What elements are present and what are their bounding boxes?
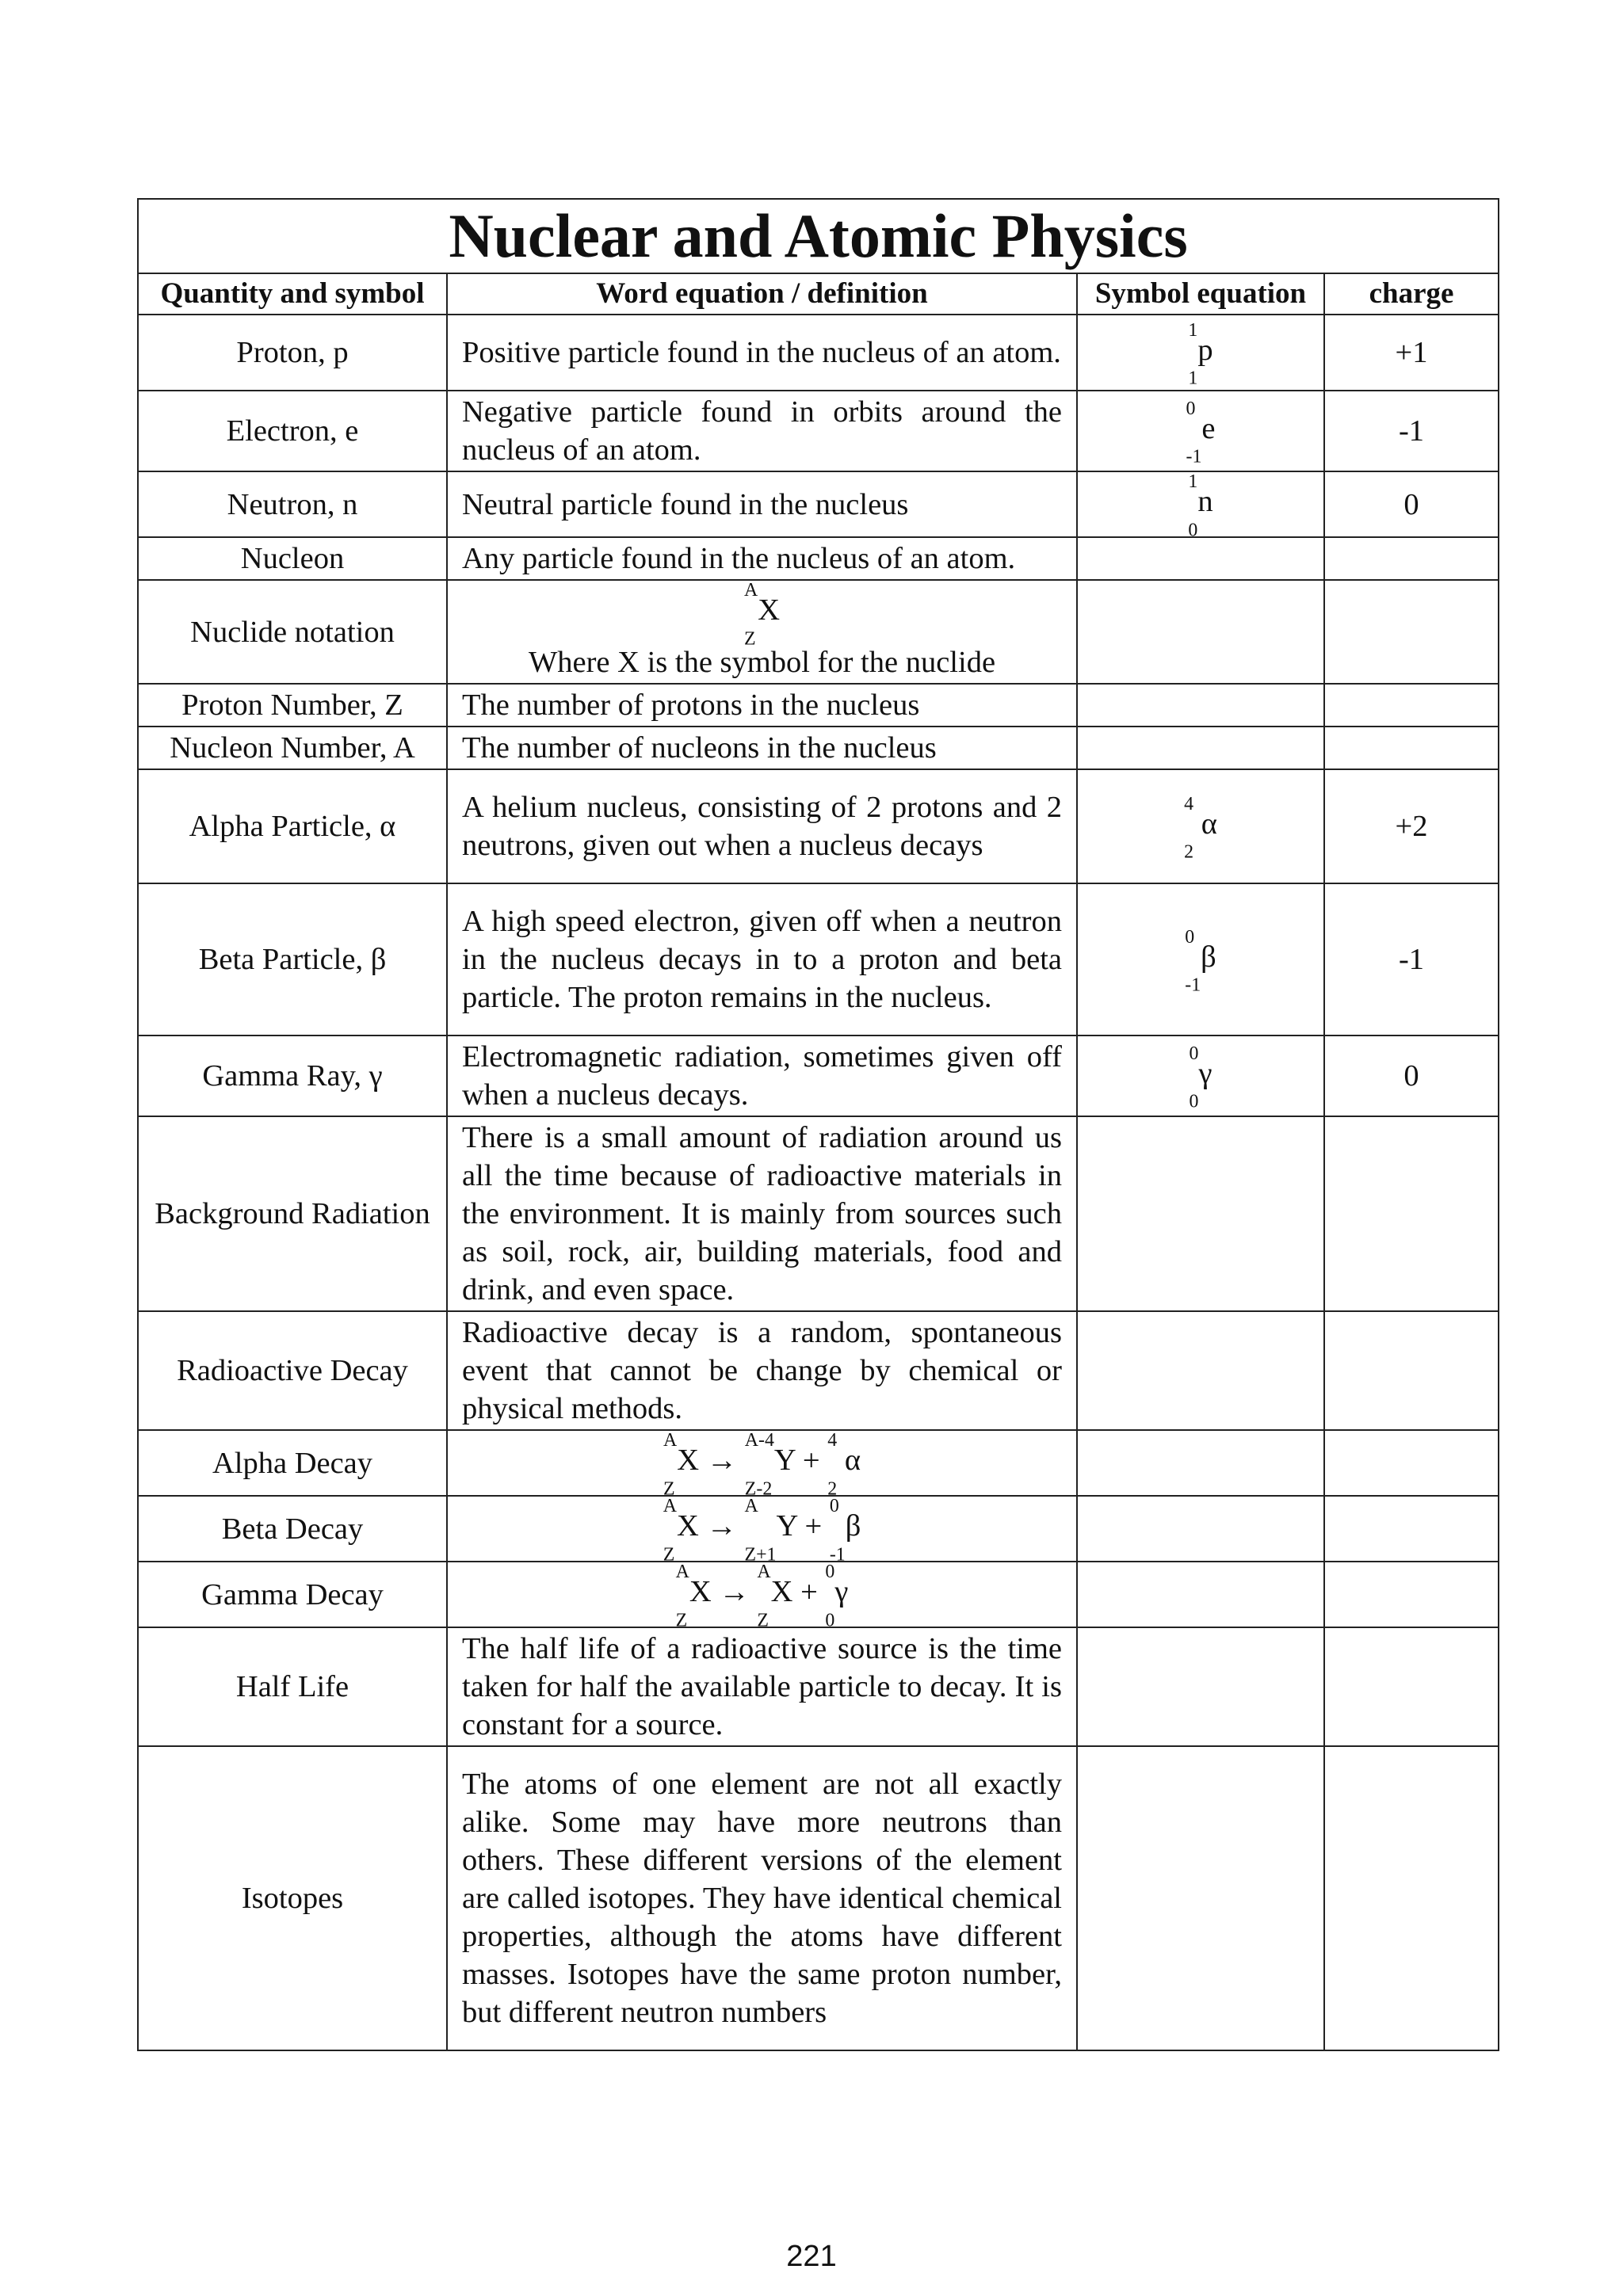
particle-mass-number: 0: [1186, 398, 1196, 419]
cell-definition: A high speed electron, given off when a neutron in the nucleus decays in to a proton and beta particle. The proton remains in the nucleus.: [447, 883, 1077, 1035]
product-symbol: X: [770, 1575, 793, 1609]
table-row: [138, 315, 1499, 391]
cell-charge: [1324, 684, 1499, 727]
product-indices: [744, 1496, 777, 1566]
particle-mass-number: 0: [1185, 926, 1195, 948]
emitted-atomic-number: -1: [829, 1544, 846, 1566]
arrow-symbol: →: [698, 1509, 745, 1543]
particle-nuclide: [1185, 926, 1216, 996]
emitted-symbol: α: [837, 1444, 861, 1478]
reactant-mass-number: A: [663, 1430, 678, 1451]
cell-symbol: [1077, 1035, 1324, 1116]
reactant-indices: [663, 1430, 678, 1500]
notation-atomic-number: Z: [743, 628, 756, 650]
particle-indices: [1186, 398, 1202, 467]
table-title: Nuclear and Atomic Physics: [138, 199, 1499, 273]
cell-definition: A helium nucleus, consisting of 2 protons and 2 neutrons, given out when a nucleus decays: [447, 769, 1077, 883]
cell-definition: There is a small amount of radiation around us all the time because of radioactive materials in the environment. It is mainly from sources such as soil, rock, air, building materials, food and drink, and even space.: [447, 1116, 1077, 1311]
cell-symbol: [1077, 315, 1324, 391]
table-row: [138, 1496, 1499, 1562]
cell-definition: Any particle found in the nucleus of an atom.: [447, 537, 1077, 580]
table-body: [138, 315, 1499, 2050]
particle-symbol: e: [1201, 411, 1216, 445]
emitted-nuclide: [825, 1562, 849, 1631]
cell-charge: -1: [1324, 883, 1499, 1035]
table-row: [138, 1562, 1499, 1627]
cell-definition: Electromagnetic radiation, sometimes given off when a nucleus decays.: [447, 1035, 1077, 1116]
header-symbol: Symbol equation: [1077, 273, 1324, 315]
cell-charge: 0: [1324, 471, 1499, 537]
particle-mass-number: 0: [1189, 1043, 1199, 1064]
cell-definition: The half life of a radioactive source is the time taken for half the available particle to decay. It is constant for a source.: [447, 1627, 1077, 1746]
cell-definition: Positive particle found in the nucleus of an atom.: [447, 315, 1077, 391]
cell-definition: [447, 1562, 1077, 1631]
table-row: [138, 1746, 1499, 2050]
particle-nuclide: [1188, 319, 1213, 389]
table-row: [138, 537, 1499, 580]
particle-atomic-number: 2: [1184, 841, 1194, 863]
table-row: [138, 1035, 1499, 1116]
arrow-symbol: →: [699, 1444, 745, 1478]
plus-symbol: +: [796, 1509, 830, 1543]
particle-symbol: γ: [1198, 1056, 1212, 1090]
reactant-nuclide: [663, 1430, 700, 1500]
cell-quantity: Beta Particle, β: [138, 883, 447, 1035]
table-row: [138, 1430, 1499, 1496]
cell-quantity: Nuclide notation: [138, 580, 447, 684]
physics-table: [137, 198, 1499, 2051]
particle-indices: [1189, 1043, 1199, 1112]
product-nuclide: [757, 1562, 793, 1631]
header-definition: Word equation / definition: [447, 273, 1077, 315]
particle-atomic-number: 0: [1189, 1091, 1199, 1112]
cell-symbol: [1077, 1496, 1324, 1562]
particle-nuclide: [1189, 1043, 1212, 1112]
product-symbol: Y: [776, 1509, 797, 1543]
particle-atomic-number: 0: [1188, 520, 1198, 541]
header-row: [138, 273, 1499, 315]
reactant-mass-number: A: [663, 1496, 677, 1517]
particle-symbol: α: [1193, 807, 1217, 841]
cell-symbol: [1077, 769, 1324, 883]
cell-quantity: Radioactive Decay: [138, 1311, 447, 1430]
table-row: [138, 883, 1499, 1035]
title-row: [138, 199, 1499, 273]
cell-definition: The atoms of one element are not all exactly alike. Some may have more neutrons than others. These different versions of the element are called isotopes. They have identical chemical properties, although the atoms have different masses. Isotopes have the same proton number, but different neutron numbers: [447, 1746, 1077, 2050]
reactant-nuclide: [663, 1496, 699, 1566]
cell-quantity: Nucleon: [138, 537, 447, 580]
particle-indices: [1184, 793, 1194, 863]
cell-symbol: [1077, 1746, 1324, 2050]
cell-definition: Radioactive decay is a random, spontaneous event that cannot be change by chemical or physical methods.: [447, 1311, 1077, 1430]
emitted-atomic-number: 2: [827, 1478, 838, 1500]
emitted-indices: [827, 1430, 838, 1500]
particle-indices: [1185, 926, 1201, 996]
cell-quantity: Proton, p: [138, 315, 447, 391]
cell-quantity: Beta Decay: [138, 1496, 447, 1562]
cell-charge: 0: [1324, 1035, 1499, 1116]
cell-charge: -1: [1324, 391, 1499, 471]
header-quantity: Quantity and symbol: [138, 273, 447, 315]
cell-symbol: [1077, 391, 1324, 471]
table-row: [138, 1627, 1499, 1746]
table-row: [138, 1116, 1499, 1311]
particle-mass-number: 4: [1184, 793, 1194, 814]
cell-symbol: [1077, 1116, 1324, 1311]
reactant-atomic-number: Z: [675, 1610, 688, 1631]
cell-symbol: [1077, 883, 1324, 1035]
particle-symbol: p: [1197, 333, 1213, 367]
cell-symbol: [1077, 684, 1324, 727]
emitted-nuclide: [827, 1430, 861, 1500]
product-atomic-number: Z+1: [744, 1544, 777, 1566]
emitted-symbol: γ: [834, 1575, 849, 1609]
particle-atomic-number: -1: [1185, 974, 1201, 996]
cell-quantity: Gamma Ray, γ: [138, 1035, 447, 1116]
cell-charge: [1324, 1562, 1499, 1627]
cell-quantity: Electron, e: [138, 391, 447, 471]
cell-charge: [1324, 727, 1499, 769]
reactant-indices: [675, 1562, 689, 1631]
table-row: [138, 727, 1499, 769]
cell-symbol: [1077, 537, 1324, 580]
cell-quantity: Neutron, n: [138, 471, 447, 537]
emitted-mass-number: 0: [825, 1562, 835, 1583]
arrow-symbol: →: [711, 1575, 758, 1609]
cell-quantity: Alpha Particle, α: [138, 769, 447, 883]
emitted-indices: [829, 1496, 846, 1566]
product-atomic-number: Z: [757, 1610, 769, 1631]
emitted-nuclide: [829, 1496, 861, 1566]
cell-quantity: Nucleon Number, A: [138, 727, 447, 769]
emitted-mass-number: 4: [827, 1430, 838, 1451]
cell-charge: +1: [1324, 315, 1499, 391]
emitted-symbol: β: [845, 1509, 861, 1543]
cell-charge: [1324, 1627, 1499, 1746]
cell-charge: [1324, 580, 1499, 684]
table-row: [138, 684, 1499, 727]
cell-symbol: [1077, 1627, 1324, 1746]
product-indices: [757, 1562, 771, 1631]
plus-symbol: +: [795, 1444, 828, 1478]
definition-text: Where X is the symbol for the nuclide: [528, 646, 996, 679]
product-nuclide: [744, 1430, 796, 1500]
cell-charge: [1324, 1116, 1499, 1311]
table-row: [138, 471, 1499, 537]
cell-quantity: Gamma Decay: [138, 1562, 447, 1627]
cell-symbol: [1077, 471, 1324, 541]
table-row: [138, 580, 1499, 684]
cell-definition: The number of nucleons in the nucleus: [447, 727, 1077, 769]
cell-quantity: Isotopes: [138, 1746, 447, 2050]
product-mass-number: A-4: [744, 1430, 774, 1451]
cell-definition: Negative particle found in orbits around the nucleus of an atom.: [447, 391, 1077, 471]
cell-quantity: Alpha Decay: [138, 1430, 447, 1496]
cell-definition: The number of protons in the nucleus: [447, 684, 1077, 727]
notation-indices: [743, 580, 758, 650]
page-number: 221: [786, 2240, 837, 2273]
cell-symbol: [1077, 727, 1324, 769]
product-atomic-number: Z-2: [744, 1478, 773, 1500]
cell-symbol: [1077, 1311, 1324, 1430]
product-indices: [744, 1430, 774, 1500]
nuclide-notation-line: [462, 580, 1062, 650]
reactant-indices: [663, 1496, 677, 1566]
particle-symbol: β: [1201, 940, 1216, 974]
cell-charge: [1324, 1496, 1499, 1562]
particle-indices: [1188, 319, 1198, 389]
reactant-symbol: X: [677, 1444, 700, 1478]
notation-symbol: X: [758, 593, 781, 627]
cell-charge: +2: [1324, 769, 1499, 883]
header-charge: charge: [1324, 273, 1499, 315]
reactant-atomic-number: Z: [663, 1544, 675, 1566]
particle-mass-number: 1: [1188, 471, 1198, 493]
table-row: [138, 391, 1499, 471]
particle-indices: [1188, 471, 1198, 541]
cell-charge: [1324, 1430, 1499, 1496]
table-row: [138, 769, 1499, 883]
emitted-mass-number: 0: [829, 1496, 839, 1517]
product-mass-number: A: [757, 1562, 771, 1583]
cell-quantity: Proton Number, Z: [138, 684, 447, 727]
cell-quantity: Background Radiation: [138, 1116, 447, 1311]
cell-definition: [447, 1430, 1077, 1500]
cell-charge: [1324, 1311, 1499, 1430]
table-row: [138, 1311, 1499, 1430]
reactant-symbol: X: [689, 1575, 712, 1609]
cell-charge: [1324, 537, 1499, 580]
plus-symbol: +: [792, 1575, 826, 1609]
cell-definition: Neutral particle found in the nucleus: [447, 471, 1077, 537]
product-mass-number: A: [744, 1496, 758, 1517]
reactant-symbol: X: [676, 1509, 699, 1543]
particle-symbol: n: [1197, 485, 1213, 519]
emitted-atomic-number: 0: [825, 1610, 835, 1631]
product-symbol: Y: [773, 1444, 796, 1478]
notation-mass-number: A: [743, 580, 758, 601]
emitted-indices: [825, 1562, 835, 1631]
cell-symbol: [1077, 580, 1324, 684]
reactant-atomic-number: Z: [663, 1478, 675, 1500]
cell-charge: [1324, 1746, 1499, 2050]
cell-definition: [447, 580, 1077, 684]
particle-nuclide: [1188, 471, 1213, 541]
particle-atomic-number: -1: [1186, 446, 1202, 467]
particle-nuclide: [1184, 793, 1217, 863]
cell-symbol: [1077, 1430, 1324, 1496]
particle-atomic-number: 1: [1188, 368, 1198, 389]
cell-symbol: [1077, 1562, 1324, 1627]
notation-nuclide: [743, 580, 781, 650]
cell-quantity: Half Life: [138, 1627, 447, 1746]
reactant-nuclide: [675, 1562, 712, 1631]
reactant-mass-number: A: [675, 1562, 689, 1583]
particle-mass-number: 1: [1188, 319, 1198, 341]
particle-nuclide: [1186, 398, 1216, 467]
product-nuclide: [744, 1496, 797, 1566]
cell-definition: [447, 1496, 1077, 1566]
